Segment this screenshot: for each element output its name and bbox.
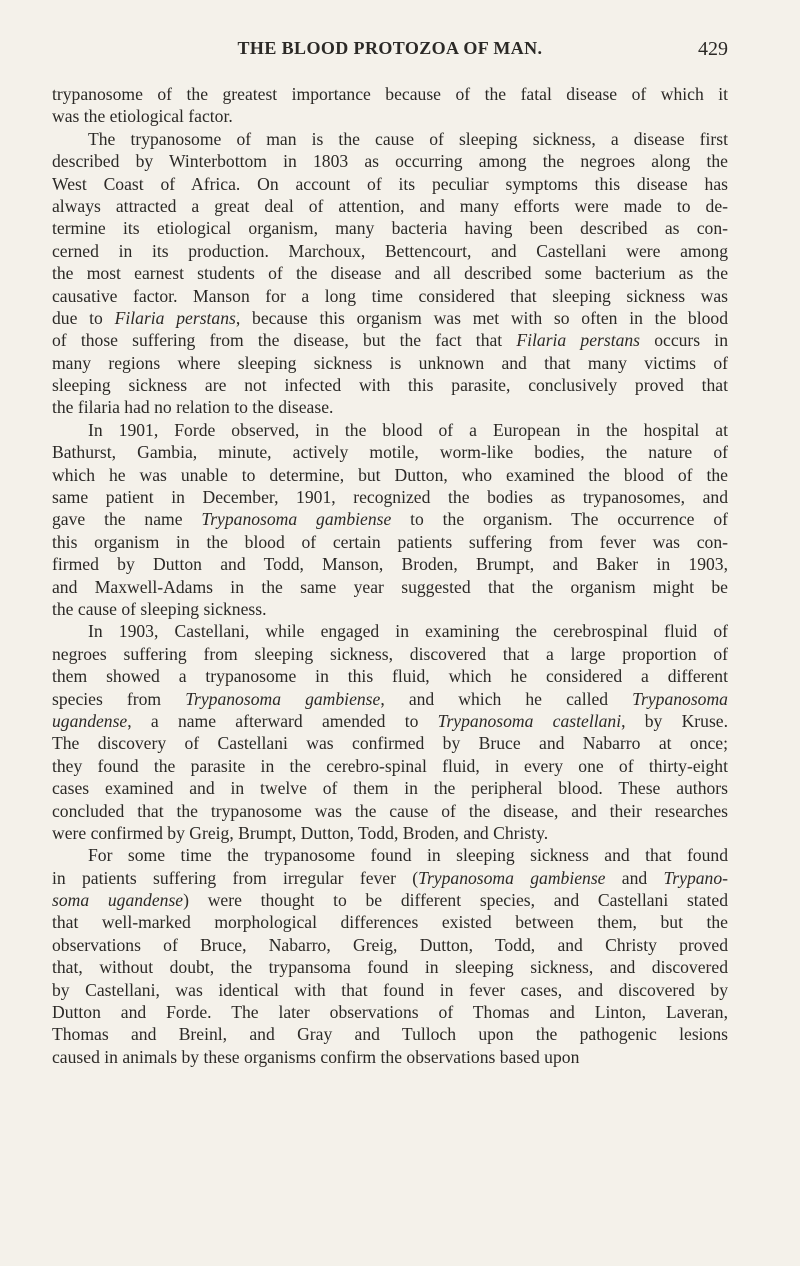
paragraph [52, 83, 728, 128]
text-run: described by Winterbottom in 1803 as occurring among the negroes along the [52, 151, 728, 172]
text-run: caused in animals by these organisms confirm the observations based upon [52, 1046, 580, 1067]
text-run: and [605, 867, 664, 888]
body-text [52, 83, 728, 1068]
text-run: due to [52, 307, 115, 328]
paragraph [52, 844, 728, 1068]
running-title: THE BLOOD PROTOZOA OF MAN. [237, 38, 543, 58]
text-line [52, 105, 728, 127]
text-line [52, 486, 728, 508]
text-line [52, 307, 728, 329]
text-line [52, 217, 728, 239]
text-line [52, 419, 728, 441]
running-head [52, 38, 728, 66]
text-run: by Castellani, was identical with that found in fever cases, and discovered by [52, 979, 728, 1000]
text-run: which he was unable to determine, but Dutton, who examined the blood of the [52, 464, 728, 485]
text-run: concluded that the trypanosome was the cause of the disease, and their researches [52, 800, 728, 821]
italic-term: Filaria perstans [114, 307, 236, 328]
text-line [52, 508, 728, 530]
text-run: West Coast of Africa. On account of its peculiar symptoms this disease has [52, 173, 728, 194]
text-run: Dutton and Forde. The later observations of Thomas and Linton, Laveran, [52, 1002, 728, 1023]
text-run: Thomas and Breinl, and Gray and Tulloch upon the pathogenic lesions [52, 1024, 728, 1045]
text-line [52, 844, 728, 866]
text-run: this organism in the blood of certain patients suffering from fever was con- [52, 531, 728, 552]
page-number: 429 [698, 38, 728, 60]
text-line [52, 262, 728, 284]
text-run: causative factor. Manson for a long time considered that sleeping sickness was [52, 285, 728, 306]
text-run: observations of Bruce, Nabarro, Greig, Dutton, Todd, and Christy proved [52, 934, 728, 955]
text-line [52, 688, 728, 710]
paragraph [52, 419, 728, 621]
text-line [52, 665, 728, 687]
text-line [52, 531, 728, 553]
paragraph [52, 620, 728, 844]
text-line [52, 934, 728, 956]
text-run: , because this organism was met with so often in the blood [235, 307, 728, 328]
text-line [52, 173, 728, 195]
text-line [52, 867, 728, 889]
text-run: they found the parasite in the cerebro-spinal fluid, in every one of thirty-eight [52, 755, 728, 776]
text-line [52, 643, 728, 665]
text-run: same patient in December, 1901, recognized the bodies as trypanosomes, and [52, 487, 728, 508]
text-line [52, 710, 728, 732]
text-run: cerned in its production. Marchoux, Bettencourt, and Castellani were among [52, 240, 728, 261]
text-line [52, 195, 728, 217]
text-run: ) were thought to be different species, and Castellani stated [183, 890, 728, 911]
italic-term: soma ugandense [52, 890, 184, 911]
text-run: were confirmed by Greig, Brumpt, Dutton, Todd, Broden, and Christy. [52, 822, 549, 843]
text-run: termine its etiological organism, many bacteria having been described as con- [52, 218, 728, 239]
italic-term: Trypano- [663, 867, 728, 888]
text-run: always attracted a great deal of attention, and many efforts were made to de- [52, 195, 728, 216]
text-run: firmed by Dutton and Todd, Manson, Broden, Brumpt, and Baker in 1903, [52, 554, 728, 575]
text-run: cases examined and in twelve of them in the peripheral blood. These authors [52, 778, 728, 799]
text-line [52, 374, 728, 396]
text-line [52, 1046, 728, 1068]
italic-term: Filaria perstans [516, 330, 641, 351]
text-run: In 1901, Forde observed, in the blood of a European in the hospital at [88, 419, 728, 440]
italic-term: Trypanosoma castellani [437, 710, 622, 731]
text-line [52, 285, 728, 307]
text-line [52, 352, 728, 374]
text-run: The discovery of Castellani was confirmed by Bruce and Nabarro at once; [52, 733, 728, 754]
text-run: the most earnest students of the disease and all described some bacterium as the [52, 263, 728, 284]
text-run: , a name afterward amended to [127, 710, 438, 731]
text-line [52, 956, 728, 978]
text-line [52, 464, 728, 486]
text-line [52, 822, 728, 844]
text-run: For some time the trypanosome found in sleeping sickness and that found [88, 845, 728, 866]
text-run: Bathurst, Gambia, minute, actively motile, worm-like bodies, the nature of [52, 442, 728, 463]
text-run: them showed a trypanosome in this fluid, which he considered a different [52, 666, 728, 687]
text-line [52, 979, 728, 1001]
text-run: species from [52, 688, 186, 709]
text-line [52, 576, 728, 598]
text-line [52, 1023, 728, 1045]
italic-term: Trypanosoma gambiense [201, 509, 392, 530]
text-run: In 1903, Castellani, while engaged in examining the cerebrospinal fluid of [88, 621, 728, 642]
text-run: that, without doubt, the trypansoma found in sleeping sickness, and discovered [52, 957, 728, 978]
italic-term: ugandense [52, 710, 128, 731]
text-line [52, 240, 728, 262]
text-run: gave the name [52, 509, 202, 530]
text-run: sleeping sickness are not infected with this parasite, conclusively proved that [52, 375, 728, 396]
text-run: and Maxwell-Adams in the same year suggested that the organism might be [52, 576, 728, 597]
text-run: in patients suffering from irregular fever ( [52, 867, 419, 888]
text-run: occurs in [640, 330, 728, 351]
text-line [52, 800, 728, 822]
text-line [52, 553, 728, 575]
text-run: negroes suffering from sleeping sickness, discovered that a large proportion of [52, 643, 728, 664]
text-line [52, 889, 728, 911]
text-run: of those suffering from the disease, but the fact that [52, 330, 517, 351]
italic-term: Trypanosoma gambiense [418, 867, 606, 888]
text-run: was the etiological factor. [52, 106, 233, 127]
italic-term: Trypanosoma [632, 688, 728, 709]
italic-term: Trypanosoma gambiense [185, 688, 381, 709]
text-line [52, 396, 728, 418]
text-run: the cause of sleeping sickness. [52, 598, 267, 619]
text-line [52, 329, 728, 351]
text-run: The trypanosome of man is the cause of sleeping sickness, a disease first [88, 128, 728, 149]
text-line [52, 1001, 728, 1023]
text-line [52, 911, 728, 933]
text-run: the filaria had no relation to the disease. [52, 397, 334, 418]
text-line [52, 598, 728, 620]
text-run: many regions where sleeping sickness is unknown and that many victims of [52, 352, 728, 373]
text-run: that well-marked morphological differences existed between them, but the [52, 912, 728, 933]
text-line [52, 777, 728, 799]
text-line [52, 732, 728, 754]
text-line [52, 83, 728, 105]
text-line [52, 150, 728, 172]
text-run: , by Kruse. [621, 710, 728, 731]
text-run: , and which he called [380, 688, 633, 709]
text-run: trypanosome of the greatest importance because of the fatal disease of which it [52, 84, 728, 104]
text-line [52, 441, 728, 463]
text-line [52, 620, 728, 642]
text-line [52, 755, 728, 777]
paragraph [52, 128, 728, 419]
text-run: to the organism. The occurrence of [391, 509, 728, 530]
text-line [52, 128, 728, 150]
